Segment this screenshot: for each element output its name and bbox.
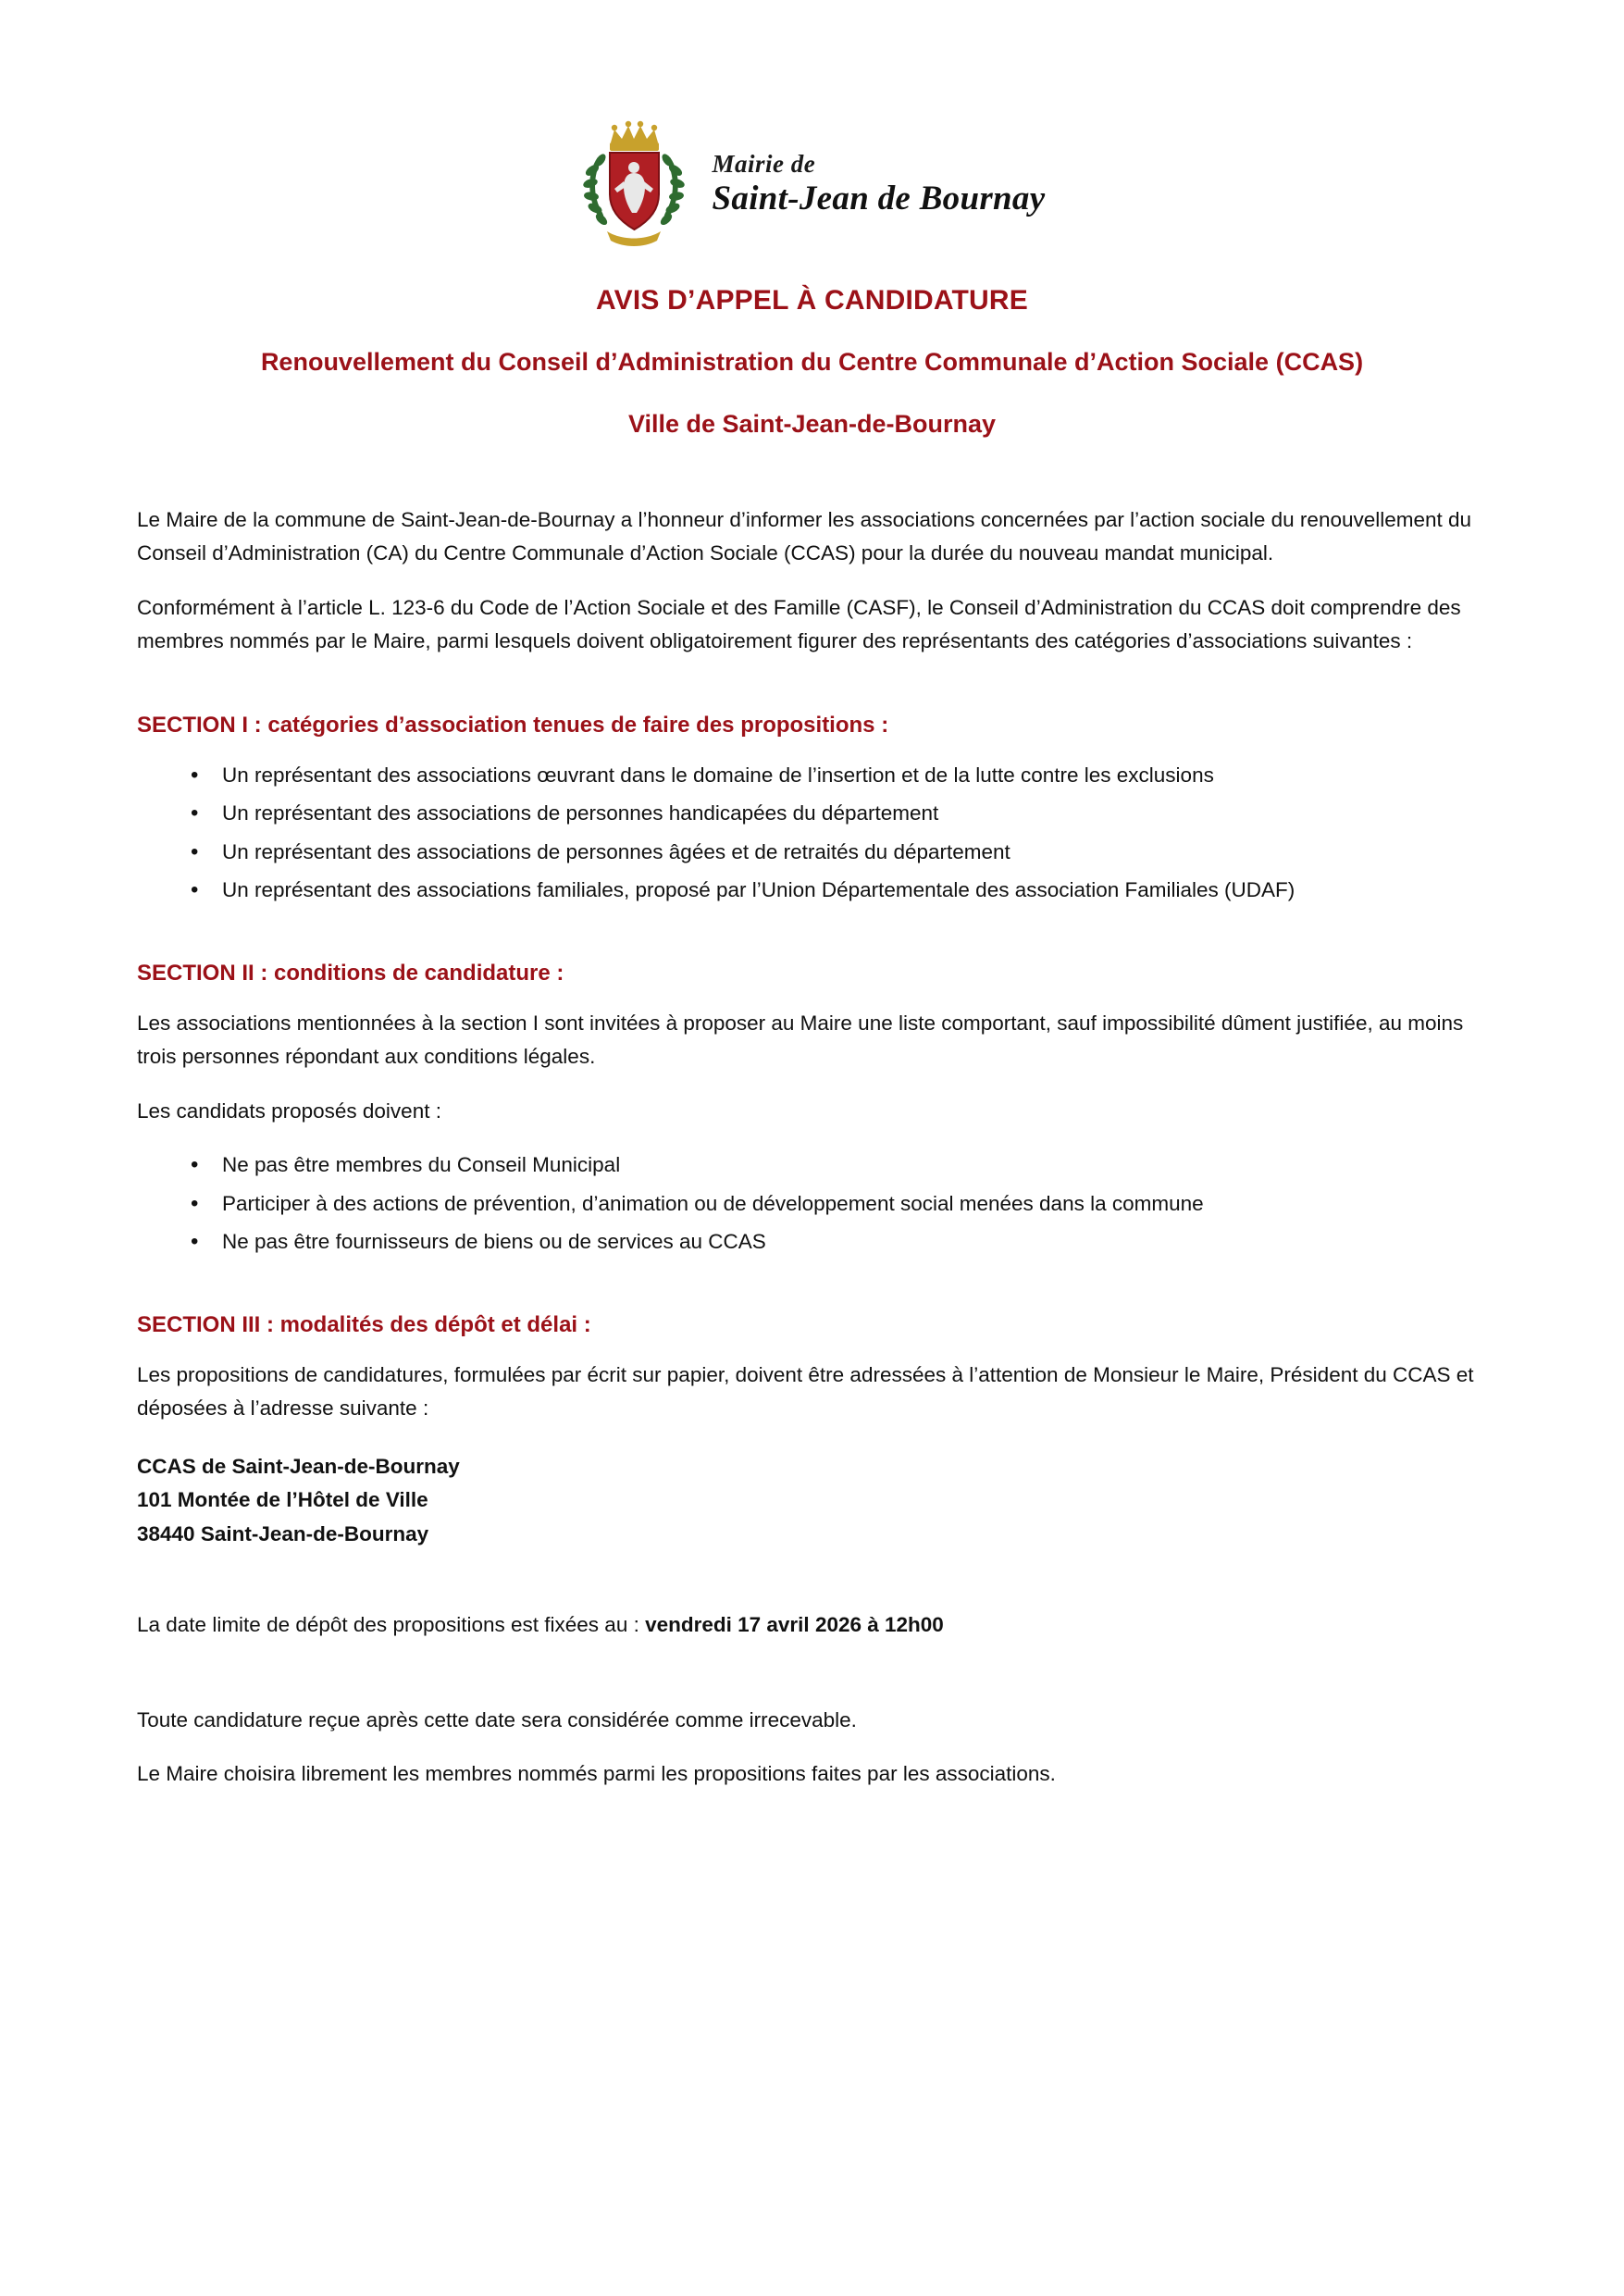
list-item: • Participer à des actions de prévention, d’animation ou de développement social menées dans la commune	[191, 1187, 1487, 1221]
section-1-heading: SECTION I : catégories d’association tenues de faire des propositions :	[137, 712, 889, 738]
section-3-paragraph-1: Les propositions de candidatures, formulées par écrit sur papier, doivent être adressées à l’attention de Monsieur le Maire, Président du CCAS et déposées à l’adresse suivante :	[137, 1362, 1474, 1421]
section-2-paragraph-1: Les associations mentionnées à la section I sont invitées à proposer au Maire une liste comportant, sauf impossibilité dûment justifiée, au moins trois personnes répondant aux conditions légales.	[137, 1011, 1464, 1069]
letterhead	[137, 115, 1487, 254]
list-item: • Un représentant des associations œuvrant dans le domaine de l’insertion et de la lutte contre les exclusions	[191, 759, 1487, 792]
coat-of-arms-icon	[579, 115, 688, 254]
letterhead-line2: Saint-Jean de Bournay	[712, 179, 1046, 217]
list-item: • Un représentant des associations familiales, proposé par l’Union Départementale des association Familiales (UDAF)	[191, 874, 1487, 907]
deadline-prefix: La date limite de dépôt des propositions est fixées au :	[137, 1613, 646, 1637]
list-item: • Un représentant des associations de personnes âgées et de retraités du département	[191, 836, 1487, 869]
deadline-paragraph	[137, 1608, 1487, 1642]
page-subtitle-1: Renouvellement du Conseil d’Administration du Centre Communale d’Action Sociale (CCAS)	[260, 348, 1364, 376]
letterhead-line1: Mairie de	[712, 150, 816, 179]
document-body	[137, 503, 1487, 1791]
section-3-heading: SECTION III : modalités des dépôt et délai :	[137, 1311, 591, 1337]
closing-paragraph-2: Le Maire choisira librement les membres nommés parmi les propositions faites par les associations.	[137, 1761, 1056, 1785]
address-line-2: 101 Montée de l’Hôtel de Ville	[137, 1488, 428, 1512]
section-2-list	[137, 1148, 1487, 1259]
page-title: AVIS D’APPEL À CANDIDATURE	[596, 285, 1028, 316]
section-1-list	[137, 759, 1487, 907]
intro-paragraph-2: Conformément à l’article L. 123-6 du Code de l’Action Sociale et des Famille (CASF), le Conseil d’Administration du CCAS doit comprendre des membres nommés par le Maire, parmi lesquels doivent obligatoirement figurer des représentants des catégories d’associations suivantes :	[137, 595, 1461, 653]
address-block	[137, 1450, 1487, 1551]
list-item: • Ne pas être membres du Conseil Municipal	[191, 1148, 1487, 1182]
list-item: • Un représentant des associations de personnes handicapées du département	[191, 797, 1487, 830]
deadline-date: vendredi 17 avril 2026 à 12h00	[645, 1613, 944, 1637]
section-2-heading: SECTION II : conditions de candidature :	[137, 960, 564, 986]
closing-block	[137, 1704, 1487, 1792]
list-item: • Ne pas être fournisseurs de biens ou de services au CCAS	[191, 1225, 1487, 1259]
intro-paragraph-1: Le Maire de la commune de Saint-Jean-de-Bournay a l’honneur d’informer les associations concernées par l’action sociale du renouvellement du Conseil d’Administration (CA) du Centre Communale d’Action Sociale (CCAS) pour la durée du nouveau mandat municipal.	[137, 508, 1472, 565]
letterhead-text	[713, 151, 1046, 217]
closing-paragraph-1: Toute candidature reçue après cette date sera considérée comme irrecevable.	[137, 1707, 857, 1731]
page-subtitle-2: Ville de Saint-Jean-de-Bournay	[627, 410, 997, 438]
section-2-paragraph-2: Les candidats proposés doivent :	[137, 1098, 441, 1123]
address-line-3: 38440 Saint-Jean-de-Bournay	[137, 1521, 429, 1545]
address-line-1: CCAS de Saint-Jean-de-Bournay	[137, 1454, 460, 1478]
